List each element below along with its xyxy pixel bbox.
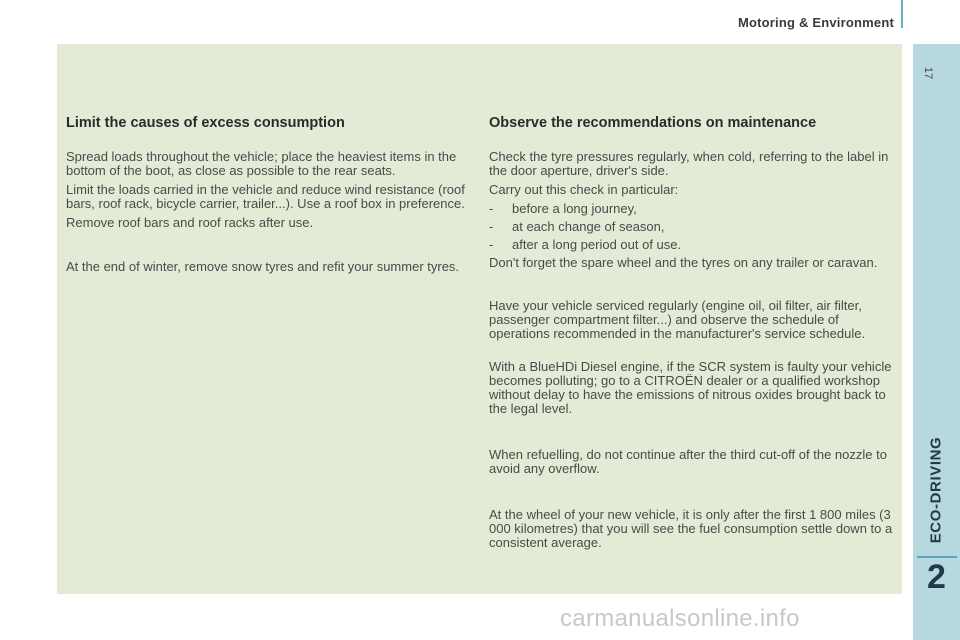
right-column: [489, 115, 894, 555]
right-paragraph-6: When refuelling, do not continue after the third cut-off of the nozzle to avoid any overflow.: [489, 447, 887, 476]
right-paragraph-7: At the wheel of your new vehicle, it is only after the first 1 800 miles (3 000 kilometres) that you will see the fuel consumption settle down to a consistent average.: [489, 507, 893, 550]
right-paragraph-4: Have your vehicle serviced regularly (engine oil, oil filter, air filter, passenger compartment filter...) and observe the schedule of operations recommended in the manufacturer's service schedule.: [489, 298, 866, 341]
list-item: [489, 220, 894, 234]
chapter-number: 2: [927, 558, 946, 596]
bullet-text: before a long journey,: [512, 201, 637, 216]
watermark-text: carmanualsonline.info: [560, 605, 800, 632]
left-paragraph-3: Remove roof bars and roof racks after use.: [66, 215, 314, 230]
section-name: ECO-DRIVING: [927, 436, 945, 544]
header-divider: [901, 0, 903, 28]
bullet-marker: -: [489, 237, 494, 252]
left-column: [66, 115, 471, 279]
bullet-marker: -: [489, 219, 494, 234]
left-paragraph-1: Spread loads throughout the vehicle; place the heaviest items in the bottom of the boot, as close as possible to the rear seats.: [66, 149, 457, 178]
right-paragraph-3: Don't forget the spare wheel and the tyres on any trailer or caravan.: [489, 255, 878, 270]
right-paragraph-5: With a BlueHDi Diesel engine, if the SCR system is faulty your vehicle becomes polluting; go to a CITROËN dealer or a qualified workshop without delay to have the emissions of nitrous oxides brought back to the legal level.: [489, 359, 892, 416]
left-heading: Limit the causes of excess consumption: [66, 115, 345, 131]
bullet-text: after a long period out of use.: [512, 237, 682, 252]
list-item: [489, 238, 894, 252]
bullet-marker: -: [489, 201, 494, 216]
right-heading: Observe the recommendations on maintenance: [489, 115, 817, 131]
list-item: [489, 202, 894, 216]
right-paragraph-1: Check the tyre pressures regularly, when cold, referring to the label in the door aperture, driver's side.: [489, 149, 889, 178]
page-number: 17: [922, 66, 934, 80]
left-paragraph-2: Limit the loads carried in the vehicle and reduce wind resistance (roof bars, roof rack, bicycle carrier, trailer...). Use a roof box in preference.: [66, 182, 465, 211]
page-header-title: Motoring & Environment: [737, 15, 894, 30]
bullet-text: at each change of season,: [512, 219, 665, 234]
right-paragraph-2: Carry out this check in particular:: [489, 182, 679, 197]
left-paragraph-4: At the end of winter, remove snow tyres and refit your summer tyres.: [66, 259, 460, 274]
section-side-tab: [913, 44, 960, 640]
